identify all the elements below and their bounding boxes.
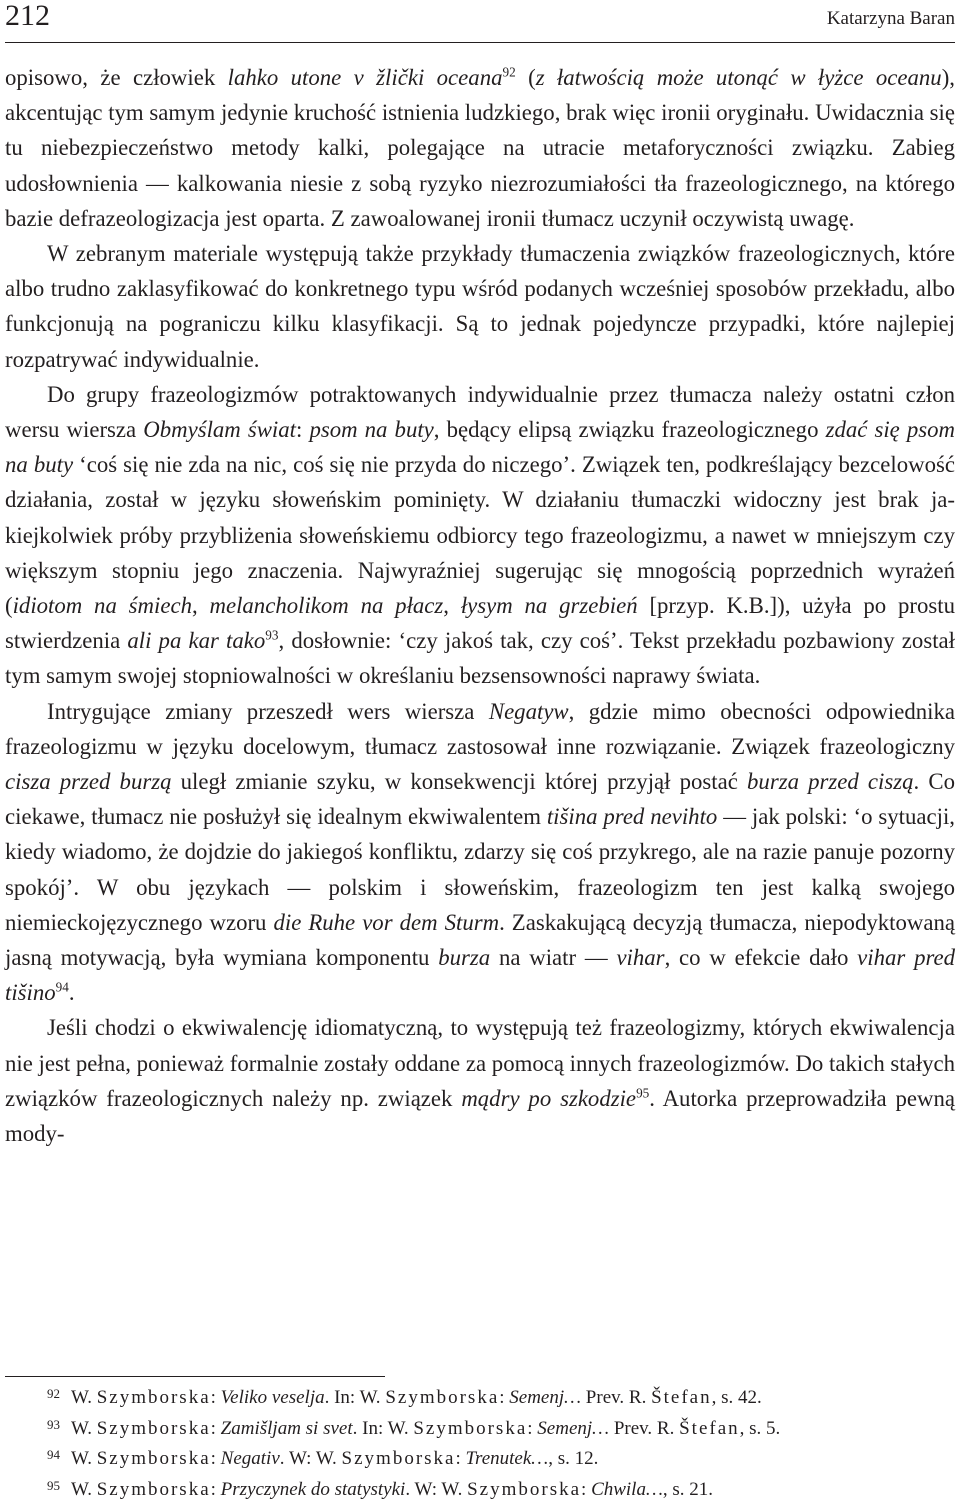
footnote-number: 93 — [5, 1414, 71, 1445]
footnotes — [5, 1383, 955, 1505]
footnote-94 — [5, 1444, 955, 1475]
paragraph-3: Do grupy frazeologizmów potraktowanych indywidualnie przez tłumacza należy ostatni człon wersu wiersza Obmyślam świat: psom na buty, będący elipsą związku frazeologicznego zdać się psom na buty ‘coś się nie zda na nic, coś się nie przyda do niczego’. Związek ten, podkreślający bezcelowość działania, został w języku słoweńskim pominięty. W działaniu tłumaczki widoczny jest brak jakiejkolwiek próby przybliżenia słoweńskiemu odbiorcy tego frazeologizmu, a nawet w mniejszym czy większym stopniu jego znaczenia. Najwyraźniej sugerując się mnogością poprzednich wyrażeń (idiotom na śmiech, melancholikom na płacz, łysym na grzebień [przyp. K.B.]), użyła po prostu stwierdzenia ali pa kar tako$^{93}$, dosłownie: ‘czy jakoś tak, czy coś’. Tekst przekładu pozbawiony został tym samym swojej stopniowalności w określaniu bezsensowności naprawy świata. — [5, 377, 955, 694]
footnote-ref-93[interactable]: 93 — [265, 628, 278, 643]
running-head: Katarzyna Baran — [827, 3, 955, 35]
paragraph-1: opisowo, że człowiek lahko utone v žlički oceana$^{92}$ (z łatwością może utonąć w łyżce oceanu), akcentując tym samym jedynie kruchość istnienia ludzkiego, brak więc ironii oryginału. Uwidacznia się tu niebezpieczeństwo metody kalki, polegające na utracie metaforyczności związku. Zabieg udosłownienia — kalkowania niesie z sobą ryzyko niezrozumiałości tła frazeologicznego, na którego bazie defrazeologizacja jest oparta. Z zawoalowanej ironii tłumacz uczynił oczywistą uwagę. — [5, 60, 955, 236]
page-number: 212 — [5, 0, 50, 36]
footnote-ref-92[interactable]: 92 — [503, 64, 516, 79]
footnote-95 — [5, 1475, 955, 1505]
footnote-number: 92 — [5, 1383, 71, 1414]
paragraph-4: Intrygujące zmiany przeszedł wers wiersza Negatyw, gdzie mimo obecności odpowiednika frazeologizmu w języku docelowym, tłumacz zastosował inne rozwiązanie. Związek frazeologiczny cisza przed burzą uległ zmianie szyku, w konsekwencji której przyjął postać burza przed ciszą. Co ciekawe, tłumacz nie posłużył się idealnym ekwiwalentem tišina pred nevihto — jak polski: ‘o sytuacji, kiedy wiadomo, że dojdzie do jakiegoś konfliktu, zdarzy się coś przykrego, ale na razie panuje pozorny spokój’. W obu językach — polskim i słoweńskim, frazeologizm ten jest kalką swojego niemieckojęzycznego wzoru die Ruhe vor dem Sturm. Zaskakującą decyzją tłumacza, niepodyktowaną jasną motywacją, była wymiana komponentu burza na wiatr — vihar, co w efekcie dało vihar pred tišino$^{94}$. — [5, 694, 955, 1011]
footnote-rule — [5, 1376, 385, 1377]
footnote-text: W. Szymborska: Veliko veselja. In: W. Szymborska: Semenj… Prev. R. Štefan, s. 42. — [71, 1383, 762, 1414]
footnote-ref-94[interactable]: 94 — [56, 980, 69, 995]
paragraph-2: W zebranym materiale występują także przykłady tłumaczenia związków frazeologicznych, które albo trudno zaklasyfikować do konkretnego typu wśród podanych wcześniej sposobów przekładu, albo funkcjonują na pograniczu kilku klasyfikacji. Są to jednak pojedyncze przypadki, które najlepiej rozpatrywać indywidualnie. — [5, 236, 955, 377]
page-header — [5, 0, 955, 40]
footnote-text: W. Szymborska: Przyczynek do statystyki. W: W. Szymborska: Chwila…, s. 21. — [71, 1475, 713, 1505]
footnote-number: 94 — [5, 1444, 71, 1475]
footnote-number: 95 — [5, 1475, 71, 1505]
footnote-92 — [5, 1383, 955, 1414]
footnote-93 — [5, 1414, 955, 1445]
footnote-text: W. Szymborska: Zamišljam si svet. In: W. Szymborska: Semenj… Prev. R. Štefan, s. 5. — [71, 1414, 780, 1445]
body-text — [5, 60, 955, 1151]
footnote-text: W. Szymborska: Negativ. W: W. Szymborska: Trenutek…, s. 12. — [71, 1444, 598, 1475]
paragraph-5: Jeśli chodzi o ekwiwalencję idiomatyczną, to występują też frazeologizmy, których ekwiwalencja nie jest pełna, ponieważ formalnie zostały oddane za pomocą innych frazeologizmów. Do takich stałych związków frazeologicznych należy np. związek mądry po szkodzie$^{95}$. Autorka przeprowadziła pewną mody- — [5, 1010, 955, 1151]
footnote-ref-95[interactable]: 95 — [636, 1085, 649, 1100]
header-rule — [5, 42, 955, 43]
